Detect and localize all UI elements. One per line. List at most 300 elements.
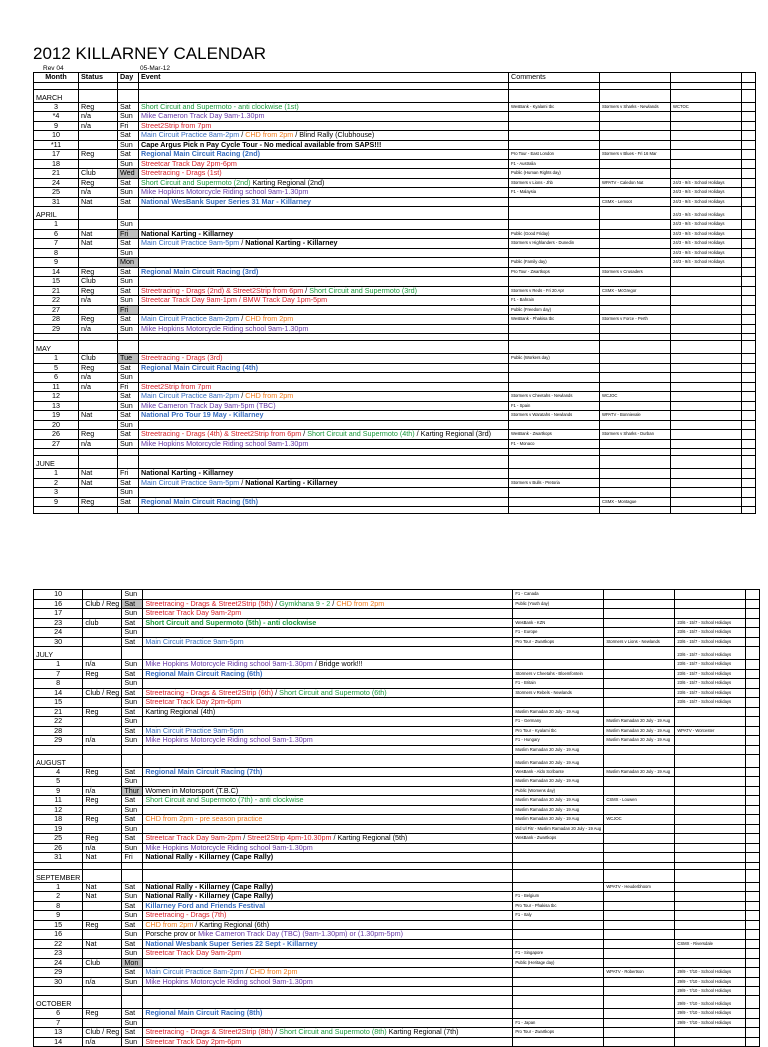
calendar-row [34,277,756,287]
day-cell [122,754,143,767]
calendar-row [34,392,756,402]
event-segment: Main Circuit Practice 8am-2pm [141,391,240,401]
event-cell [143,824,513,834]
calendar-table-2 [33,589,760,1047]
event-cell [143,968,513,978]
note-cell [671,497,742,507]
day-cell: Sun [122,892,143,902]
status-cell [83,726,122,736]
note-cell: WPATV - Heuderbhoom [604,882,675,892]
empty-cell [79,334,118,341]
note-cell [742,207,756,220]
date-cell: 5 [34,777,83,787]
event-cell [143,628,513,638]
empty-cell [118,449,139,456]
note-cell [671,411,742,421]
calendar-row [34,1009,760,1019]
date-cell: 10 [34,590,83,600]
note-cell [742,420,756,430]
note-cell [604,1028,675,1038]
empty-cell [143,987,513,996]
note-cell [513,987,604,996]
day-cell: Fri [118,121,139,131]
note-cell [675,717,746,727]
empty-cell [83,745,122,754]
note-cell [746,777,760,787]
calendar-row [34,977,760,987]
calendar-row [34,102,756,112]
status-cell: Club / Reg [83,1028,122,1038]
calendar-row [34,853,760,863]
note-cell [742,220,756,230]
note-cell [671,354,742,364]
event-cell [139,497,509,507]
event-segment: Regional Main Circuit Racing (5th) [141,497,259,506]
note-cell: 23/6 - 15/7 - School Holidays [675,660,746,670]
note-cell [746,726,760,736]
note-cell [604,958,675,968]
event-segment: Main Circuit Practice 8am-2pm [141,130,240,140]
calendar-row [34,267,756,277]
status-cell [79,392,118,402]
date-cell: 6 [34,229,79,239]
note-cell [746,717,760,727]
note-cell [604,901,675,911]
note-cell [742,248,756,258]
note-cell: Pro Tour - Zwartkops [513,637,604,647]
note-cell: Public (Human Rights day) [509,169,600,179]
day-cell: Sun [118,420,139,430]
date-cell: 16 [34,930,83,940]
day-cell: Sat [122,669,143,679]
status-cell: n/a [83,660,122,670]
note-cell [746,599,760,609]
calendar-row [34,824,760,834]
event-segment: Streetcar Track Day 9am-2pm [145,608,242,618]
note-cell [675,862,746,869]
note-cell [604,834,675,844]
event-segment: / Blind Rally (Clubhouse) [293,130,375,140]
event-segment: / [239,391,246,401]
note-cell [509,497,600,507]
note-cell: Stormers v Blues - Fri 16 Mar [600,150,671,160]
note-cell [509,449,600,456]
note-cell [604,996,675,1009]
date-cell: 18 [34,815,83,825]
spacer-row [34,862,760,869]
note-cell [746,1028,760,1038]
note-cell: 23/6 - 15/7 - School Holidays [675,679,746,689]
empty-cell [139,82,509,89]
day-cell: Sat [118,131,139,141]
event-cell [143,698,513,708]
date-cell: 6 [34,373,79,383]
status-cell [83,698,122,708]
note-cell [604,777,675,787]
event-cell [143,796,513,806]
status-cell: Reg [79,286,118,296]
note-cell [604,920,675,930]
calendar-row [34,1037,760,1047]
note-cell [600,478,671,488]
date-cell: 9 [34,786,83,796]
note-cell [604,1009,675,1019]
calendar-row [34,478,756,488]
note-cell: F1 - Monaco [509,439,600,449]
note-cell: 23/6 - 15/7 - School Holidays [675,669,746,679]
status-cell: Reg [83,669,122,679]
note-cell: 24/3 - 9/4 - School Holidays [671,207,742,220]
event-segment: National Rally - Killarney (Cape Rally) [145,891,274,901]
note-cell: Stormers v Sharks - Durban [600,430,671,440]
date-cell: 9 [34,911,83,921]
month-header-row [34,207,756,220]
date-cell: 7 [34,669,83,679]
event-segment: Streetcar Track Day 2pm-6pm [145,1037,242,1046]
event-segment: Mike Hopkins Motorcycle Riding school 9am-1.30pm [145,977,313,986]
note-cell: Public (Workers day) [509,354,600,364]
date-cell: 14 [34,688,83,698]
date-cell: 1 [34,354,79,364]
empty-cell [139,449,509,456]
note-cell [509,82,600,89]
note-cell [742,159,756,169]
note-cell [746,862,760,869]
note-cell [600,373,671,383]
day-cell: Fri [118,229,139,239]
calendar-row [34,698,760,708]
note-cell: Muslim Ramadan 20 July - 19 Aug [513,777,604,787]
event-cell [139,296,509,306]
status-cell: n/a [79,373,118,383]
day-cell: Sat [122,726,143,736]
header-event: Event [139,73,509,83]
event-segment: Mike Hopkins Motorcycle Riding school 9am-1.30pm [145,659,313,669]
date-cell: 13 [34,1028,83,1038]
status-cell [79,488,118,498]
day-cell: Sat [118,363,139,373]
event-segment: National Wesbank Super Series 22 Sept - Killarney [145,939,318,948]
date-cell: 2 [34,478,79,488]
event-segment: National Karting - Killarney [245,478,338,487]
event-segment: Main Circuit Practice 9am-5pm [145,637,244,646]
note-cell [746,939,760,949]
status-cell: Reg [83,815,122,825]
note-cell [742,188,756,198]
note-cell: Public (Youth day) [513,599,604,609]
note-cell [509,207,600,220]
date-cell: 15 [34,698,83,708]
status-cell: Reg [79,178,118,188]
note-cell: 23/6 - 15/7 - School Holidays [675,618,746,628]
status-cell: n/a [79,112,118,122]
note-cell: CSMX - McGregor [600,286,671,296]
date-cell: 1 [34,220,79,230]
date-cell: 1 [34,660,83,670]
day-cell: Sun [122,805,143,815]
note-cell: Muslim Ramadan 20 July - 19 Aug [604,717,675,727]
event-segment: / Karting Regional (6th) [193,920,270,929]
note-cell [600,112,671,122]
calendar-row [34,121,756,131]
date-cell: 7 [34,1018,83,1028]
note-cell [746,996,760,1009]
note-cell: Pro Tour - East London [509,150,600,160]
status-cell: Nat [79,239,118,249]
event-segment: CHD from 2pm [245,130,294,140]
note-cell [746,949,760,959]
note-cell: F1 - Britain [513,679,604,689]
note-cell [671,296,742,306]
note-cell [746,669,760,679]
event-cell [143,911,513,921]
note-cell [675,1037,746,1047]
note-cell: WCJOC [604,815,675,825]
event-cell [139,131,509,141]
status-cell [83,647,122,660]
calendar-row [34,497,756,507]
note-cell [509,382,600,392]
note-cell [604,688,675,698]
note-cell [746,618,760,628]
event-segment: Streetcar Track Day 9am-1pm [141,295,237,305]
day-cell: Sat [118,392,139,402]
day-cell: Sat [122,688,143,698]
note-cell [742,469,756,479]
note-cell: Stormers v Crusaders [600,267,671,277]
calendar-row [34,939,760,949]
note-cell [600,248,671,258]
note-cell [604,669,675,679]
note-cell: 29/9 - 7/10 - School Holidays [675,968,746,978]
note-cell [509,456,600,469]
date-cell: 26 [34,430,79,440]
event-cell [139,363,509,373]
status-cell: Reg [79,267,118,277]
event-cell [139,411,509,421]
note-cell: Muslim Ramadan 20 July - 19 Aug [513,805,604,815]
note-cell [671,305,742,315]
note-cell [600,469,671,479]
event-segment: Regional Main Circuit Racing (4th) [141,363,259,372]
note-cell [746,824,760,834]
note-cell [742,401,756,411]
event-segment: / [301,429,308,439]
event-segment: Streetcar Track Day 9am-2pm [145,833,242,843]
date-cell: 8 [34,901,83,911]
event-segment: / [239,314,246,324]
note-cell: Stormers v Reds - Fri 20 Apr [509,286,600,296]
note-cell [742,315,756,325]
note-cell [746,920,760,930]
date-cell: 29 [34,968,83,978]
day-cell: Sun [118,277,139,287]
day-cell: Sat [122,968,143,978]
calendar-row [34,112,756,122]
empty-cell [83,987,122,996]
day-cell: Sun [118,324,139,334]
day-cell: Sat [122,1009,143,1019]
event-cell [139,159,509,169]
event-cell [143,669,513,679]
event-segment: Main Circuit Practice 9am-5pm [145,726,244,735]
event-segment: / BMW Track Day 1pm-5pm [236,295,328,305]
event-cell [139,469,509,479]
date-cell: 16 [34,599,83,609]
calendar-row [34,679,760,689]
month-label: APRIL [34,207,79,220]
note-cell [746,679,760,689]
note-cell [671,456,742,469]
calendar-row [34,609,760,619]
note-cell: CSMX - Louwen [604,796,675,806]
note-cell [600,507,671,514]
status-cell [83,590,122,600]
empty-cell [139,334,509,341]
note-cell: 24/3 - 9/4 - School Holidays [671,258,742,268]
note-cell: Muslim Ramadan 20 July - 19 Aug [513,745,604,754]
note-cell [513,920,604,930]
event-segment: Street2Strip from 7pm [141,382,212,391]
day-cell: Sat [118,497,139,507]
note-cell [671,121,742,131]
note-cell [746,637,760,647]
day-cell: Sat [118,197,139,207]
empty-cell [34,449,79,456]
note-cell: Public (Family day) [509,258,600,268]
note-cell [746,987,760,996]
note-cell: 24/3 - 9/4 - School Holidays [671,178,742,188]
status-cell: Reg [83,707,122,717]
empty-cell [79,449,118,456]
note-cell [742,197,756,207]
calendar-row [34,188,756,198]
note-cell [600,82,671,89]
note-cell [675,796,746,806]
note-cell [600,363,671,373]
note-cell: F1 - Europe [513,628,604,638]
calendar-row [34,726,760,736]
note-cell [509,220,600,230]
event-cell [139,121,509,131]
note-cell [509,341,600,354]
note-cell [746,815,760,825]
note-cell [746,647,760,660]
note-cell: CSMX - Riversdale [675,939,746,949]
event-cell [143,843,513,853]
note-cell [746,707,760,717]
day-cell: Sat [122,796,143,806]
note-cell: 29/9 - 7/10 - School Holidays [675,996,746,1009]
calendar-row [34,590,760,600]
header-blank [671,73,742,83]
note-cell [509,197,600,207]
event-segment: Karting Regional (2nd) [250,178,325,187]
note-cell [604,745,675,754]
status-cell: Nat [83,939,122,949]
note-cell [671,430,742,440]
note-cell: 29/9 - 7/10 - School Holidays [675,987,746,996]
note-cell [513,930,604,940]
note-cell: 24/3 - 9/4 - School Holidays [671,239,742,249]
status-cell: Reg [79,497,118,507]
note-cell [604,911,675,921]
note-cell: 24/3 - 9/4 - School Holidays [671,229,742,239]
note-cell [513,660,604,670]
day-cell: Sun [118,140,139,150]
event-cell [143,1018,513,1028]
event-cell [139,401,509,411]
note-cell: WPATV - Worcester [675,726,746,736]
note-cell: 29/9 - 7/10 - School Holidays [675,1009,746,1019]
note-cell [675,754,746,767]
day-cell [122,869,143,882]
empty-cell [79,82,118,89]
note-cell [742,449,756,456]
status-cell: n/a [83,977,122,987]
note-cell [746,1009,760,1019]
note-cell [675,777,746,787]
status-cell: n/a [83,1037,122,1047]
calendar-row [34,286,756,296]
status-cell: Nat [79,197,118,207]
note-cell: WesBank - Zwartkops [509,430,600,440]
date-cell: 2 [34,892,83,902]
note-cell [509,334,600,341]
event-cell [143,939,513,949]
event-segment: Streetracing - Drags (3rd) [141,353,223,363]
day-cell: Sat [118,286,139,296]
note-cell: F1 - Japan [513,1018,604,1028]
note-cell [600,354,671,364]
event-cell [143,949,513,959]
note-cell [742,439,756,449]
empty-cell [79,507,118,514]
event-segment: Streetracing - Drags & Street2Strip (8th) [145,1027,274,1037]
event-segment: Streetracing - Drags (1st) [141,168,222,178]
note-cell [742,488,756,498]
table-header-row [34,73,756,83]
event-cell [139,140,509,150]
empty-cell [143,862,513,869]
note-cell: 24/3 - 9/4 - School Holidays [671,188,742,198]
note-cell: F1 - Singapore [513,949,604,959]
note-cell [513,939,604,949]
date-cell: 1 [34,882,83,892]
status-cell: n/a [79,382,118,392]
note-cell: WesBank - KZN [513,618,604,628]
empty-cell [118,507,139,514]
note-cell [746,834,760,844]
event-cell [143,892,513,902]
status-cell [83,968,122,978]
note-cell [671,150,742,160]
note-cell [742,363,756,373]
event-cell [143,754,513,767]
month-label: JULY [34,647,83,660]
note-cell: WPATV - Bonnievale [600,411,671,421]
note-cell [509,112,600,122]
calendar-row [34,401,756,411]
calendar-row [34,911,760,921]
status-cell: Nat [79,478,118,488]
event-cell [143,786,513,796]
status-cell: Club [79,277,118,287]
calendar-row [34,315,756,325]
event-cell [143,767,513,777]
note-cell [600,277,671,287]
spacer-row [34,507,756,514]
